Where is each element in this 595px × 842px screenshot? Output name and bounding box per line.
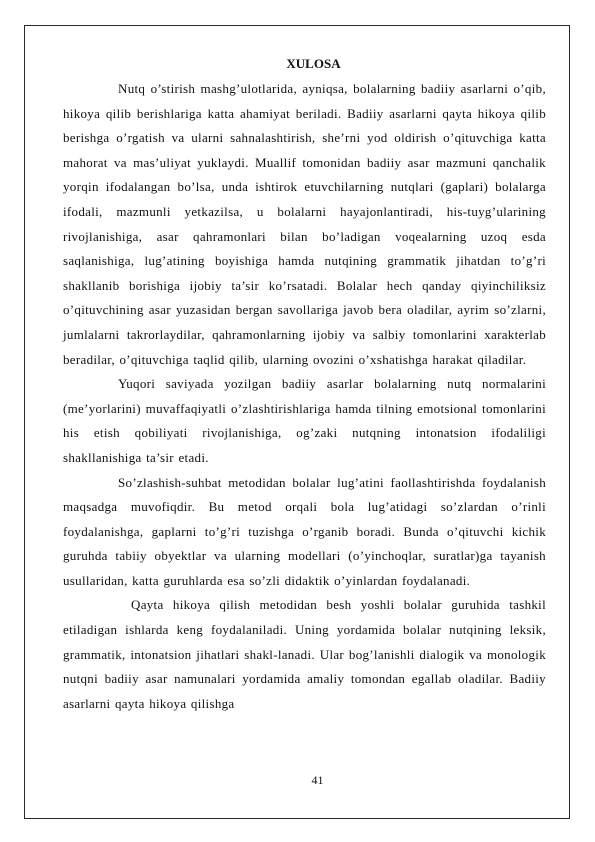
document-body	[63, 52, 546, 716]
paragraph-1: Nutq o’stirish mashg’ulotlarida, ayniqsa, bolalarning badiiy asarlarni o’qib, hikoya qilib berishlariga katta ahamiyat beriladi. Badiiy asarlarni qayta hikoya qilib berishga o’rgatish va ularni sahnalashtirish, she’rni yod oldirish o’qituvchiga katta mahorat va mas’uliyat yuklaydi. Muallif tomonidan badiiy asar mazmuni qanchalik yorqin ifodalangan bo’lsa, unda ishtirok etuvchilarning nutqlari (gaplari) bolalarga ifodali, mazmunli yetkazilsa, u bolalarni hayajonlantiradi, his-tuyg’ularining rivojlanishiga, asar qahramonlari bilan bo’ladigan voqealarning uzoq esda saqlanishiga, lug’atining boyishiga hamda nutqining grammatik jihatdan to’g’ri shakllanib borishiga ijobiy ta’sir ko’rsatadi. Bolalar hech qanday qiyinchiliksiz o’qituvchining asar yuzasidan bergan savollariga javob bera oladilar, ayrim so’zlarni, jumlalarni takrorlaydilar, qahramonlarning ijobiy va salbiy tomonlarini xarakterlab beradilar, o’qituvchiga taqlid qilib, ularning ovozini o’xshatishga harakat qiladilar.	[63, 81, 546, 367]
paragraph-4: Qayta hikoya qilish metodidan besh yoshli bolalar guruhida tashkil etiladigan ishlarda keng foydalaniladi. Uning yordamida bolalar nutqining leksik, grammatik, intonatsion jihatlari shakl-lanadi. Ular bog’lanishli dialogik va monologik nutqni badiiy asar namunalari yordamida amaliy tomondan egallab oladilar. Badiiy asarlarni qayta hikoya qilishga	[63, 597, 546, 711]
paragraph-3: So’zlashish-suhbat metodidan bolalar lug’atini faollashtirishda foydalanish maqsadga muvofiqdir. Bu metod orqali bola lug’atidagi so’zlardan o’rinli foydalanishga, gaplarni to’g’ri tuzishga o’rganib boradi. Bunda o’qituvchi kichik guruhda tabiiy obyektlar va ularning modellari (o’yinchoqlar, suratlar)ga tayanish usullaridan, katta guruhlarda esa so’zli didaktik o’yinlardan foydalanadi.	[63, 474, 546, 588]
paragraph-2: Yuqori saviyada yozilgan badiiy asarlar bolalarning nutq normalarini (me’yorlarini) muvaffaqiyatli o’zlashtirishlariga hamda tilning emotsional tomonlarini his etish qobiliyati rivojlanishiga, og’zaki nutqning intonatsion ifodaliligi shakllanishiga ta’sir etadi.	[63, 376, 546, 465]
page-title: XULOSA	[286, 56, 341, 71]
page-number: 41	[311, 773, 324, 787]
